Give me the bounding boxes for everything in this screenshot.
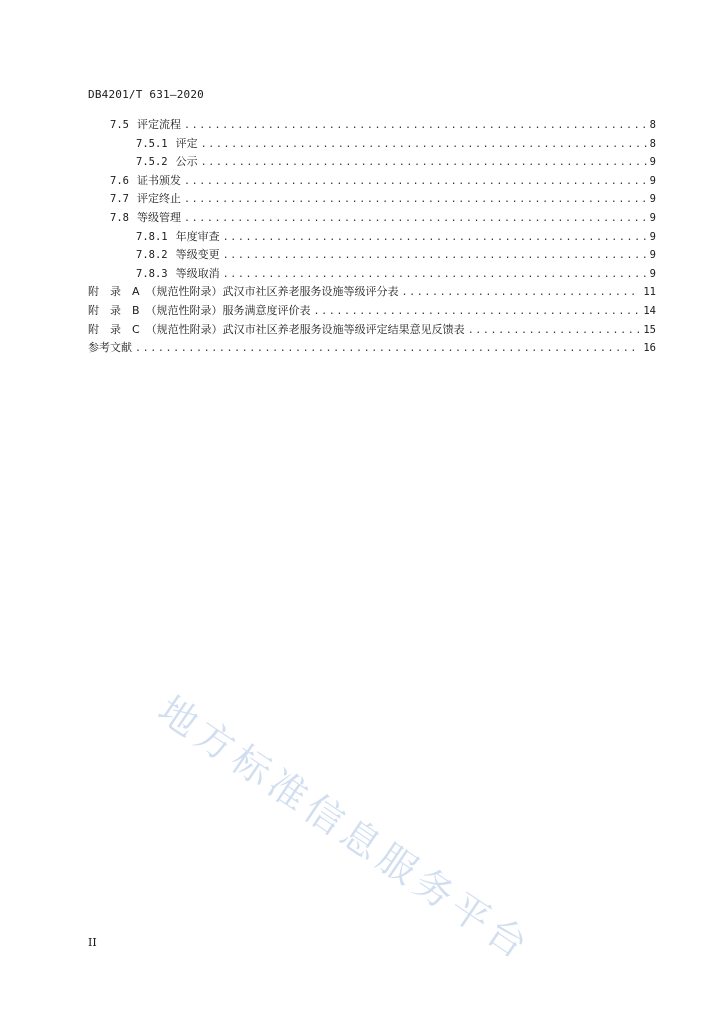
toc-entry-title: （规范性附录）武汉市社区养老服务设施等级评定结果意见反馈表 (145, 322, 465, 336)
toc-entry-page: 9 (649, 267, 656, 280)
toc-dot-leader (201, 136, 647, 155)
toc-entry-page: 8 (649, 137, 656, 150)
page-number: II (88, 936, 97, 949)
toc-dot-leader (223, 247, 647, 266)
toc-dot-leader (184, 210, 647, 229)
toc-entry-7-8[interactable] (88, 209, 656, 228)
toc-dot-leader (468, 322, 641, 341)
toc-dot-leader (223, 229, 647, 248)
toc-entry-title: 证书颁发 (136, 173, 181, 187)
toc-entry-page: 9 (649, 156, 656, 169)
toc-dot-leader (184, 117, 647, 136)
toc-dot-leader (135, 340, 640, 359)
toc-dot-leader (223, 266, 647, 285)
toc-entry-title: 评定 (175, 136, 198, 150)
toc-entry-appendix-c[interactable] (88, 321, 656, 340)
toc-entry-number: 附 录 A (88, 285, 140, 299)
toc-entry-title: 等级管理 (136, 210, 181, 224)
toc-entry-title: 参考文献 (88, 341, 132, 355)
toc-entry-title: 年度审查 (175, 229, 220, 243)
toc-entry-page: 9 (649, 230, 656, 243)
toc-entry-number: 7.5 (110, 119, 129, 131)
toc-entry-page: 15 (643, 323, 656, 336)
toc-entry-page: 8 (649, 119, 656, 131)
toc-entry-7-7[interactable] (88, 190, 656, 209)
toc-entry-7-8-2[interactable] (88, 246, 656, 265)
toc-entry-number: 附 录 B (88, 303, 140, 317)
toc-entry-references[interactable] (88, 339, 656, 358)
toc-entry-number: 7.5.2 (136, 156, 168, 169)
toc-entry-7-8-1[interactable] (88, 228, 656, 247)
toc-entry-page: 9 (649, 174, 656, 187)
toc-dot-leader (201, 154, 647, 173)
toc-entry-appendix-b[interactable] (88, 302, 656, 321)
toc-dot-leader (314, 303, 641, 322)
toc-entry-number: 7.8.1 (136, 230, 168, 243)
document-code-header: DB4201/T 631—2020 (88, 88, 204, 101)
toc-entry-page: 9 (649, 249, 656, 262)
toc-entry-page: 9 (649, 193, 656, 206)
toc-dot-leader (184, 173, 647, 192)
toc-dot-leader (184, 191, 647, 210)
table-of-contents (88, 116, 656, 358)
toc-entry-7-5-1[interactable] (88, 135, 656, 154)
toc-entry-title: 公示 (175, 155, 198, 169)
toc-entry-page: 11 (643, 286, 656, 299)
toc-entry-number: 7.6 (110, 174, 129, 187)
toc-entry-7-6[interactable] (88, 172, 656, 191)
toc-entry-title: 评定流程 (136, 118, 181, 131)
toc-entry-title: （规范性附录）武汉市社区养老服务设施等级评分表 (145, 285, 399, 299)
toc-entry-page: 14 (643, 304, 656, 317)
toc-entry-number: 附 录 C (88, 322, 140, 336)
watermark: 地方标准信息服务平台 (150, 687, 540, 970)
toc-entry-number: 7.7 (110, 193, 129, 206)
toc-entry-appendix-a[interactable] (88, 283, 656, 302)
toc-entry-page: 9 (649, 211, 656, 224)
toc-entry-7-5[interactable] (88, 116, 656, 135)
toc-entry-title: （规范性附录）服务满意度评价表 (145, 303, 311, 317)
toc-entry-title: 等级取消 (175, 266, 220, 280)
toc-entry-number: 7.5.1 (136, 137, 168, 150)
toc-dot-leader (402, 284, 641, 303)
toc-entry-title: 等级变更 (175, 248, 220, 262)
toc-entry-number: 7.8 (110, 211, 129, 224)
toc-entry-title: 评定终止 (136, 192, 181, 206)
toc-entry-number: 7.8.2 (136, 249, 168, 262)
toc-entry-number: 7.8.3 (136, 267, 168, 280)
toc-entry-page: 16 (643, 342, 656, 355)
toc-entry-7-5-2[interactable] (88, 153, 656, 172)
toc-entry-7-8-3[interactable] (88, 265, 656, 284)
